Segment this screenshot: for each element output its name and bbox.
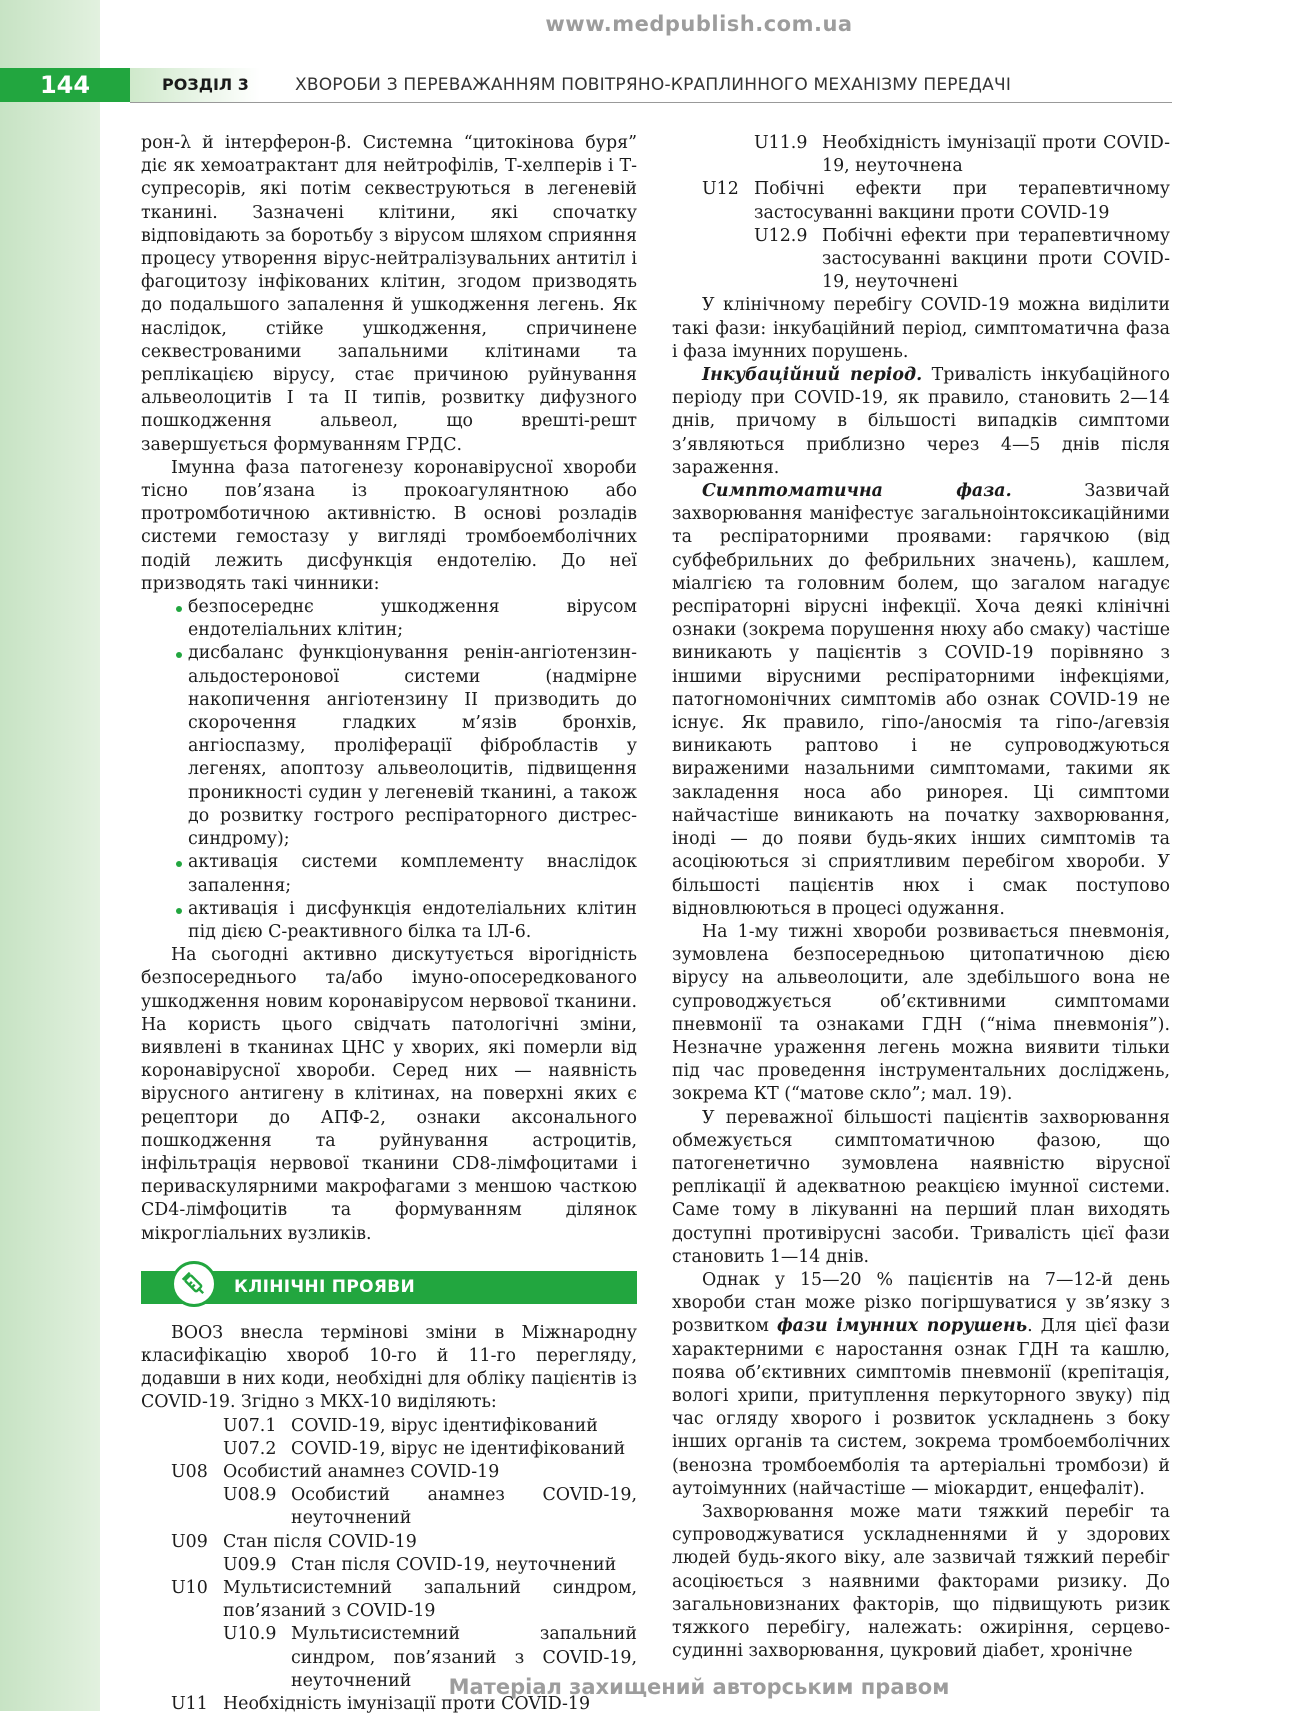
syringe-icon: [171, 1261, 217, 1307]
icd-code: U08: [171, 1461, 208, 1482]
running-header: [0, 68, 1172, 102]
icd-code-row: [672, 178, 1170, 224]
icd-code-row: [141, 1438, 637, 1461]
icd-description: COVID-19, вірус ідентифікований: [291, 1415, 598, 1436]
run-in-heading: Симптоматична фаза.: [702, 481, 1012, 502]
paragraph: [672, 480, 1170, 921]
right-column: [672, 132, 1170, 1663]
icd-code-row: [141, 1415, 637, 1438]
icd-code-row: [141, 1461, 637, 1484]
icd-code-row: [141, 1554, 637, 1577]
icd-code: U10.9: [223, 1624, 277, 1645]
list-item: безпосереднє ушкодження вірусом ендотеліальних клітин;: [141, 596, 637, 642]
icd-code: U11.9: [754, 133, 808, 153]
section-title: ХВОРОБИ З ПЕРЕВАЖАННЯМ ПОВІТРЯНО-КРАПЛИННОГО МЕХАНІЗМУ ПЕРЕДАЧІ: [295, 75, 1012, 95]
clinical-section-header: [141, 1271, 637, 1304]
factor-list: [141, 596, 637, 944]
paragraph: На сьогодні активно дискутується вірогідність безпосереднього та/або імуно-опосередкованого ушкодження новим коронавірусом нервової тканини. На користь цього свідчать патологічні зміни, виявлені в тканинах ЦНС у хворих, які померли від коронавірусної хвороби. Серед них — наявність вірусного антигену в клітинах, на поверхні яких є рецептори до АПФ-2, ознаки аксонального пошкодження та руйнування астроцитів, інфільтрація нервової тканини CD8-лімфоцитами і периваскулярними макрофагами з меншою часткою CD4-лімфоцитів та формуванням ділянок мікрогліальних вузликів.: [141, 945, 637, 1244]
section-label: РОЗДІЛ 3: [130, 68, 260, 102]
paragraph-text: Тривалість інкубаційного періоду при COVID-19, як правило, становить 2—14 днів, причому в більшості випадків симптоми з’являються приблизно через 4—5 днів після зараження.: [672, 365, 1170, 478]
icd-description: Стан після COVID-19, неуточнений: [291, 1554, 617, 1575]
icd-code-row: [141, 1484, 637, 1530]
icd-description: Особистий анамнез COVID-19, неуточнений: [291, 1485, 637, 1529]
icd-code: U09: [171, 1531, 208, 1552]
list-item: активація системи комплементу внаслідок запалення;: [141, 851, 637, 897]
left-column: [141, 132, 637, 1716]
icd-code: U10: [171, 1577, 208, 1598]
icd-code: U07.1: [223, 1415, 277, 1436]
icd-description: Мультисистемний запальний синдром, пов’язаний з COVID-19, неуточнений: [291, 1624, 637, 1691]
paragraph: [672, 364, 1170, 480]
icd-code-row: [672, 225, 1170, 295]
paragraph: У переважної більшості пацієнтів захворювання обмежується симптоматичною фазою, що патогенетично зумовлена наявністю вірусної реплікації й адекватною реакцією імунної системи. Саме тому в лікуванні на перший план виходять доступні противірусні засоби. Тривалість цієї фази становить 1—14 днів.: [672, 1107, 1170, 1267]
paragraph: Захворювання може мати тяжкий перебіг та супроводжуватися ускладненнями й у здорових людей будь-якого віку, але зазвичай тяжкий перебіг асоціюється з наявними факторами ризику. До загальновизнаних факторів, що підвищують ризик тяжкого перебігу, належать: ожиріння, серцево-судинні захворювання, цукровий діабет, хронічне: [672, 1501, 1170, 1662]
paragraph-text: . Для цієї фази характерними є наростання ознак ГДН та кашлю, поява об’єктивних симптомів пневмонії (крепітація, вологі хрипи, притуплення перкуторного звуку) під час огляду хворого і розвиток ускладнень з боку інших органів та систем, зокрема тромбоемболічних (венозна тромбоемболія та артеріальні тромбози) й аутоімунних (найчастіше — міокардит, енцефаліт).: [672, 1316, 1170, 1499]
paragraph: ВООЗ внесла термінові зміни в Міжнародну класифікацію хвороб 10-го й 11-го перегляду, додавши в них коди, необхідні для обліку пацієнтів із COVID-19. Згідно з МКХ-10 виділяють:: [141, 1322, 637, 1413]
icd-description: Необхідність імунізації проти COVID-19: [223, 1694, 591, 1714]
icd-description: Мультисистемний запальний синдром, пов’язаний з COVID-19: [223, 1577, 637, 1622]
run-in-heading: Інкубаційний період.: [702, 365, 923, 386]
icd-code: U11: [171, 1694, 208, 1714]
copyright-watermark: Матеріал захищений авторським правом: [448, 1675, 950, 1699]
icd-code-row: [141, 1577, 637, 1623]
icd-code-row: [141, 1531, 637, 1554]
paragraph: [672, 1269, 1170, 1501]
icd-code: U12: [702, 179, 739, 200]
emphasis: фази імунних порушень: [776, 1316, 1028, 1337]
paragraph: рон-λ й інтерферон-β. Системна “цитокінова буря” діє як хемоатрактант для нейтрофілів, Т-хелперів і Т-супресорів, які потім секвеструються в легеневій тканині. Зазначені клітини, які спочатку відповідають за боротьбу з вірусом шляхом сприяння процесу утворення вірус-нейтралізувальних антитіл і фагоцитозу інфікованих клітин, згодом призводять до подальшого запалення й ушкодження легень. Як наслідок, стійке ушкодження, спричинене секвестрованими запальними клітинами та реплікацією вірусу, стає причиною руйнування альвеолоцитів I та II типів, розвитку дифузного пошкодження альвеол, що врешті-решт завершується формуванням ГРДС.: [141, 133, 637, 455]
icd-code: U08.9: [223, 1485, 277, 1506]
icd-description: COVID-19, вірус не ідентифікований: [291, 1438, 626, 1459]
paragraph-text: Зазвичай захворювання маніфестує загальноінтоксикаційними та респіраторними проявами: гарячкою (від субфебрильних до фебрильних значень), кашлем, міалгією та головним болем, що загалом нагадує респіраторні вірусні інфекції. Хоча деякі клінічні ознаки (зокрема порушення нюху або смаку) частіше виникають у пацієнтів з COVID-19 порівняно з іншими вірусними респіраторними інфекціями, патогномонічних симптомів або ознак COVID-19 не існує. Як правило, гіпо-/аносмія та гіпо-/агевзія виникають раптово і не супроводжуються вираженими назальними симптомами, такими як закладення носа або ринорея. Ці симптоми найчастіше виникають на початку захворювання, іноді — до появи будь-яких інших симптомів та асоціюються зі сприятливим перебігом хвороби. У більшості пацієнтів нюх і смак поступово відновлюються в процесі одужання.: [672, 481, 1170, 919]
icd-description: Особистий анамнез COVID-19: [223, 1461, 500, 1482]
icd-code: U12.9: [754, 225, 808, 246]
icd-code: U07.2: [223, 1438, 277, 1459]
icd-description: Побічні ефекти при терапевтичному застосуванні вакцини проти COVID-19: [754, 179, 1170, 223]
paragraph: На 1-му тижні хвороби розвивається пневмонія, зумовлена безпосередньою цитопатичною дією вірусу на альвеолоцити, але здебільшого вона не супроводжується об’єктивними симптомами пневмонії та ознаками ГДН (“німа пневмонія”). Незначне ураження легень можна виявити тільки під час проведення інструментальних досліджень, зокрема КТ (“матове скло”; мал. 19).: [672, 921, 1170, 1105]
icd-description: Стан після COVID-19: [223, 1531, 417, 1552]
paragraph: У клінічному перебігу COVID-19 можна виділити такі фази: інкубаційний період, симптоматична фаза і фаза імунних порушень.: [672, 295, 1170, 362]
icd-description: Необхідність імунізації проти COVID-19, неуточнена: [822, 133, 1170, 177]
site-watermark: www.medpublish.com.ua: [545, 12, 853, 36]
icd-description: Побічні ефекти при терапевтичному застосуванні вакцини проти COVID-19, неуточнені: [822, 225, 1170, 293]
header-rule: [130, 102, 1172, 103]
list-item: активація і дисфункція ендотеліальних клітин під дією С-реактивного білка та ІЛ-6.: [141, 898, 637, 944]
icd-code: U09.9: [223, 1554, 277, 1575]
page-margin-band: [0, 0, 100, 1711]
paragraph-text: Однак у 15—20 % пацієнтів на 7—12-й день хвороби стан може різко погіршуватися у зв’язку з розвитком: [672, 1269, 1170, 1337]
page-number: 144: [0, 68, 130, 102]
paragraph: Імунна фаза патогенезу коронавірусної хвороби тісно пов’язана із прокоагулянтною або протромботичною активністю. В основі розладів системи гемостазу у вигляді тромбоемболічних подій лежить дисфункція ендотелію. До неї призводять такі чинники:: [141, 457, 637, 594]
icd-code-row: [672, 132, 1170, 178]
clinical-section-title: КЛІНІЧНІ ПРОЯВИ: [234, 1276, 416, 1297]
list-item: дисбаланс функціонування ренін-ангіотензин-альдостеронової системи (надмірне накопичення ангіотензину II призводить до скорочення гладких м’язів бронхів, ангіоспазму, проліферації фібробластів у легенях, апоптозу альвеолоцитів, підвищення проникності судин у легеневій тканині, а також до розвитку гострого респіраторного дистрес-синдрому);: [141, 642, 637, 851]
